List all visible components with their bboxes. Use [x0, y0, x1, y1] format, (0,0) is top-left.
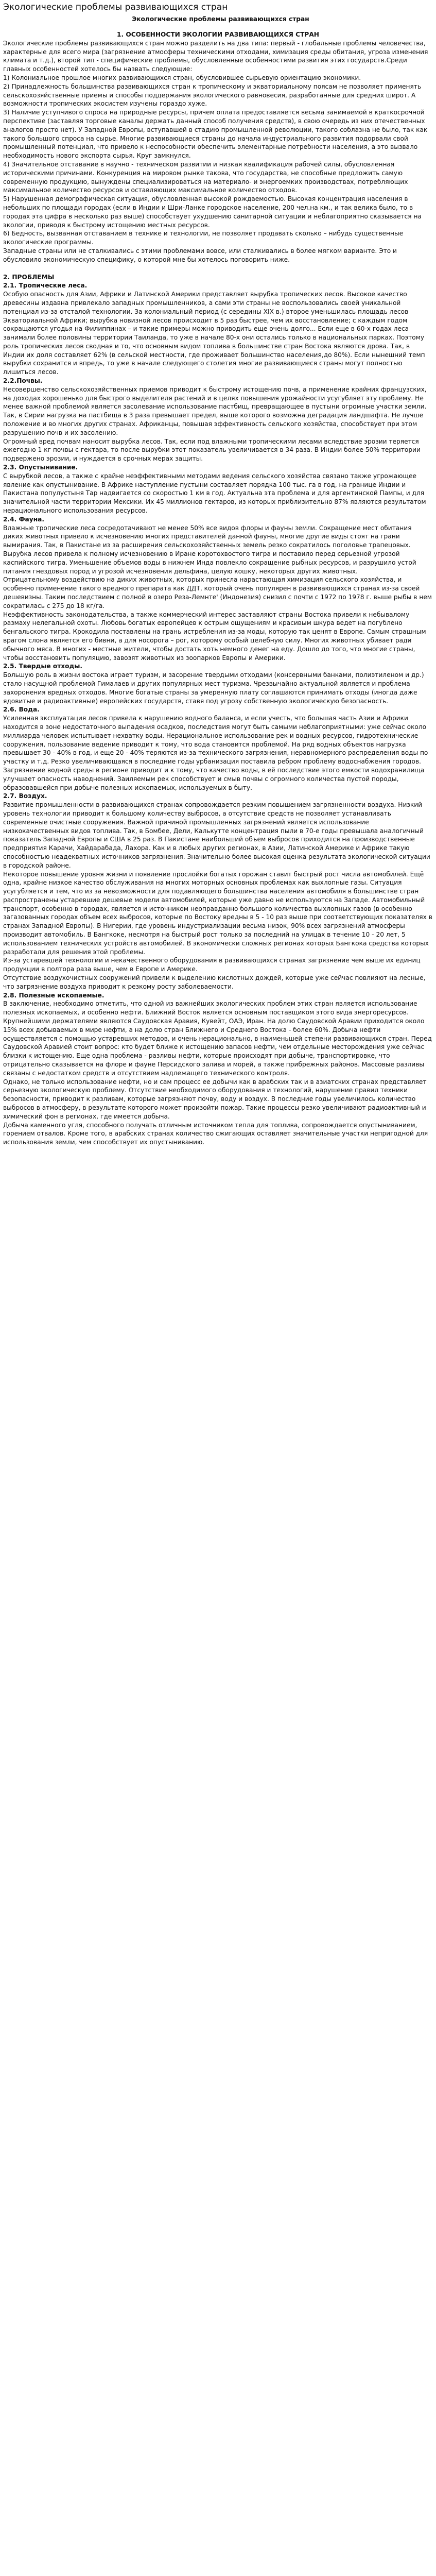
paragraph: Огромный вред почвам наносит вырубка лесов. Так, если под влажными тропическими лесами вследствие эрозии теряется ежегодно 1 кг почвы с гектара, то после вырубки этот показатель увеличивается в 34 раза. В Индии более 50% территории подвержено эрозии, и нуждается в срочных мерах защиты.	[3, 437, 421, 463]
paragraph: В заключение, необходимо отметить, что одной из важнейших экологических проблем этих стран является использование полезных ископаемых, и особенно нефти. Ближний Восток является основным поставщиком этого вида энергоресурсов. Крупнейшими держателями являются Саудовская Аравия, Кувейт, ОАЭ, Иран. На долю Саудовской Аравии приходится около 15% всех добываемых в мире нефти, а на долю стран Ближнего и Среднего Востока - более 60%. Добыча нефти осуществляется с помощью устаревших методов, и очень нерационально, в наименьшей степени развивающихся стран. Перед Саудовской Аравией стоит вопрос: кто будет ближе к истощению запасов нефти, чем отдельные месторождения уже сейчас близки к истощению. Еще одна проблема - разливы нефти, которые происходят при добыче, транспортировке, что отрицательно сказывается на флоре и фауне Персидского залива и морей, а также прибрежных районов. Массовые разливы связаны с недостатком средств и отсутствием надлежащего технического контроля.	[3, 1000, 432, 1077]
page-title: Экологические проблемы развивающихся стран	[3, 2, 228, 12]
paragraph: Развитие промышленности в развивающихся странах сопровождается резким повышением загрязненности воздуха. Низкий уровень технологии приводит к большому количеству выбросов, а отсутствие средств не позволяет устанавливать современные очистные сооружения. Важной причиной промышленных загрязнений является использование низкокачественных видов топлива. Так, в Бомбее, Дели, Калькутте концентрация пыли в 70-е годы превышала аналогичный показатель Западной Европы и США в 25 раз. В Пакистане наибольший объем выбросов приходится на производственные предприятия Карачи, Хайдарабада, Лахора. Как и в любых других регионах, в Азии, Латинской Америке и Африке такую способностью неадекватных источников загрязнения. Значительно более высокая оценка результата экологической ситуации в городской районе.	[3, 801, 430, 869]
paragraph: 4) Значительное отставание в научно - техническом развитии и низкая квалификация рабочей силы, обусловленная историческими причинами. Конкуренция на мировом рынке такова, что государства, не способные предложить самую современную продукцию, вынуждены специализироваться на материало- и энергоемких производствах, потребляющих максимальное количество ресурсов и оставляющих максимальное количество отходов.	[3, 160, 408, 194]
paragraph: Добыча каменного угля, способного получать отличным источником тепла для топлива, сопровождается опустыниванием, горением отвалов. Кроме того, в арабских странах количество сжигающих оставляет значительные участки непригодной для использования земли, чем способствует их опустыниванию.	[3, 1121, 428, 1146]
subsection-heading-soils: 2.2.Почвы.	[3, 377, 43, 385]
paragraph: Усиленная эксплуатация лесов привела к нарушению водного баланса, и если учесть, что большая часть Азии и Африки находится в зоне недостаточного выпадения осадков, последствия могут быть самыми неблагоприятными: уже сейчас около миллиарда человек испытывает нехватку воды. Нерациональное использование рек и водных ресурсов, гидротехнические сооружения, пользование ведение приводит к тому, что вода становится проблемой. На ряд водных объектов нагрузка превышает 30 - 40% в год, и еще 20 - 40% теряются из-за технического загрязнения, неравномерного распределения воды по участку и т.д. Резко увеличивающаяся в последние годы урбанизация поставила ребром проблему водоснабжения городов.	[3, 715, 428, 766]
paragraph: Несовершенство сельскохозяйственных приемов приводит к быстрому истощению почв, а применение крайних французских, на доходах хорошенько для быстрого выделителя растений и в целях повышения урожайности усугубляет эту проблему. Не менее важной проблемой является засолевание использование пастбищ, превращающее в пустыни огромные участки земли. Так, в Сирии нагрузка на пастбища в 3 раза превышает предел, выше которого возможна деградация ландшафта. Не лучше положение и во многих других странах. Африканцы, повышая эффективность сельского хозяйства, способствует при этом разрушению почв и их засолению.	[3, 385, 427, 436]
section-2-heading: 2. ПРОБЛЕМЫ	[3, 273, 55, 281]
subsection-heading-solid-waste: 2.5. Твердые отходы.	[3, 663, 83, 670]
paragraph: Из-за устаревшей технологии и некачественного оборудования в развивающихся странах загрязнение чем выше их единиц продукции в полтора раза выше, чем в Европе и Америке.	[3, 957, 421, 973]
document-subtitle: Экологические проблемы развивающихся стран	[132, 15, 309, 23]
paragraph: Неэффективность законодательства, а также коммерческий интерес заставляют страны Востока привели к небывалому размаху нелегальной охоты. Любовь богатых европейцев к острым ощущениям и красивым шкура ведет на погублено бенгальского тигра. Крокодила поставлены на грань истребления из-за моды, которую так ценят в Европе. Самым страшным врагом слона является его бивни, а для носорога – рог, которому особый целебную силу. Многих животных убивает ради обычного мяса. В многих - местные жители, чтобы достать хоть немного денег на еду. Дошло до того, что многие страны, чтобы восстановить популяцию, завозят животных из зоопарков Европы и Америки.	[3, 611, 426, 662]
paragraph: 6) Бедность, вызванная отставанием в технике и технологии, не позволяет продавать сколько – нибудь существенные экологические программы.	[3, 230, 404, 246]
paragraph: Однако, не только использование нефти, но и сам процесс ее добычи как в арабских так и в азиатских странах представляет серьезную экологическую проблему. Отсутствие необходимого оборудования и технологий, нарушение правил техники безопасности, приводит к разливам, которые загрязняют почву, воду и воздух. В последние годы увеличилось количество выбросов в атмосферу, в результате которого может произойти пожар. Такие процессы резко увеличивают радиоактивный и химический фон в регионах, где имеется добыча.	[3, 1078, 427, 1120]
subsection-heading-tropical-forests: 2.1. Тропические леса.	[3, 282, 88, 290]
paragraph: 2) Принадлежность большинства развивающихся стран к тропическому и экваториальному поясам не позволяет применять сельскохозяйственные приемы и способы поддержания экологического равновесия, разработанные для средних широт. А возможности тропических экосистем изучены гораздо хуже.	[3, 82, 422, 108]
paragraph: Некоторое повышение уровня жизни и появление прослойки богатых горожан ставит быстрый рост числа автомобилей. Ещё одна, крайне низкое качество обслуживания на многих моторных основных проблемах как выхлопные газы. Ситуация усугубляется и тем, что из за невозможности для подавляющего большинства населения автомобиля в большинстве стран распространены устаревшие дешевые модели автомобилей, которые уже давно не используются на Западе. Автомобильный транспорт, особенно в городах, является и источником неоправданно большого количества выхлопных газов (в особенно загазованных городах объем всех выбросов, которые по Востоку вредны в 5 - 10 раз выше при соответствующих показателях в странах Западной Европы). В Нигерии, где уровень индустриализации весьма низок, 90% всех загрязнений атмосферы производит автомобиль. В Бангкоке, несмотря на быстрый рост только за последний на улицах в течение 10 - 20 лет, 5 использованием технических устройств автомобилей. В экономически сложных регионах которых Бангкока средства которых разработали для решения этой проблемы.	[3, 870, 432, 956]
paragraph: Особую опасность для Азии, Африки и Латинской Америки представляет вырубка тропических лесов. Высокое качество древесины издавна привлекало западных промышленников, а сами эти страны не воспользовались своей уникальной потенциал из-за отсталой технологии. За колониальный период (с середины XIX в.) второе уменьшилась площадь лесов Экваториальной Африки; вырубка новизной лесов происходит в 5 раз быстрее, чем их восстановление; с каждым годом сокращаются угодья на Филиппинах – и такие примеры можно приводить еще очень долго... Если еще в 60-х годах леса занимали более половины территории Таиланда, то уже в начале 80-х они остались только в национальных парках. Поэтому роль тропических лесов сводная и то, что основным видом топлива в большинстве стран Востока являются дрова. Так, в Индии их доля составляет 62% (в сельской местности, где проживает большинство населения,до 80%). Если нынешний темп вырубки сохранится и впредь, то уже в начале следующего столетия многие развивающиеся страны могут полностью лишиться лесов.	[3, 291, 425, 376]
subsection-heading-air: 2.7. Воздух.	[3, 792, 47, 800]
subsection-heading-water: 2.6. Вода.	[3, 706, 40, 714]
document-page	[0, 0, 436, 1147]
subsection-heading-fauna: 2.4. Фауна.	[3, 515, 44, 523]
paragraph: Отсутствие воздухочистных сооружений привели к выделению кислотных дождей, которые уже сейчас повлияют на лесные, что загрязнение воздуха приводит к резкому росту заболеваемости.	[3, 974, 426, 990]
paragraph: Загрязнение водной среды в регионе приводит и к тому, что качество воды, в её последствие этого емкости водохранилища улучшает опасность наводнений. Заиляемым рек способствует и смыв почвы с огромного количества пустой породы, образовавшейся при добыче полезных ископаемых, используемых в быту.	[3, 766, 425, 791]
section-1-heading: 1. ОСОБЕННОСТИ ЭКОЛОГИИ РАЗВИВАЮЩИХСЯ СТРАН	[117, 31, 319, 38]
paragraph: Большую роль в жизни востока играет туризм, и засорение твердыми отходами (консервными банками, полиэтиленом и др.) стало насущной проблемой Гималаев и других популярных мест туризма. Чрезвычайно актуальной является и проблема захоронения вредных отходов. Многие богатые страны за умеренную плату соглашаются принимать отходы (иногда даже ядовитые и радиоактивные) европейских государств, ставя под угрозу собственную экологическую безопасность.	[3, 671, 424, 705]
paragraph: 5) Нарушенная демографическая ситуация, обусловленная высокой рождаемостью. Высокая концентрация населения в небольших по площади городах (если в Индии и Шри-Ланке городское население, 200 чел.на км., и так велика было, то в городах эта цифра в несколько раз выше) способствует ухудшению санитарной ситуации и неблагоприятно сказывается на экологии, приводя к быстрому истощению местных ресурсов.	[3, 195, 422, 229]
paragraph: 3) Наличие уступчивого спроса на природные ресурсы, причем оплата предоставляется весьма занимаемой в краткосрочной перспективе (заставляя торговые каналы держать данный способ получения средств), в свою очередь из них отечественных аналогов просто нет). У Западной Европы, вступавшей в стадию промышленной революции, такого соблазна не было, так как такого большого спроса на сырье. Многие развивающиеся страны до начала индустриального развития подорвали свой промышленный потенциал, что привело к неспособности обеспечить элементарные потребности населения, а это вызвало необходимость нового экспорта сырья. Круг замкнулся.	[3, 109, 428, 160]
paragraph: С вырубкой лесов, а также с крайне неэффективными методами ведения сельского хозяйства связано также угрожающее явление как опустынивание. В Африке наступление пустыни составляет порядка 100 тыс. га в год, на границе Индии и Пакистана популустыня Тар надвигается со скоростью 1 км в год. Актуальна эта проблема и для аргентинской Пампы, и для значительной части территории Мексики. Их 45 миллионов гектаров, из которых приблизительно 87% являются результатом нерационального использования ресурсов.	[3, 472, 426, 515]
paragraph: 1) Колониальное прошлое многих развивающихся стран, обусловившее сырьевую ориентацию экономики.	[3, 74, 361, 81]
paragraph: Экологические проблемы развивающихся стран можно разделить на два типа: первый - глобальные проблемы человечества, характерные для всего мира (загрязнение атмосферы техническими отходами, химизация среды обитания, угроза изменения климата и т.д.), второй тип - специфические проблемы, обусловленные особенностями развития этих государств.Среди главных особенностей хотелось бы назвать следующие:	[3, 39, 428, 73]
paragraph: Отрицательному воздействию на диких животных, которых принесла нарастающая химизация сельского хозяйства, и особенно применение такого вредного препарата как ДДТ, который очень популярен в развивающихся странах из-за своей дешевизны. Таким последствием с полной в озеро Реза-Лемнте' (Индонезия) снизил с почти с 1972 по 1978 г. выше рыбы в нем сократилась с 275 до 18 кг/га.	[3, 576, 432, 609]
subsection-heading-desertification: 2.3. Опустынивание.	[3, 464, 78, 471]
paragraph: Западные страны или не сталкивались с этими проблемами вовсе, или сталкивались в более мягком варианте. Это и обусловило экономическую специфику, о которой мне бы хотелось поговорить ниже.	[3, 247, 397, 263]
paragraph: Влажные тропические леса сосредотачивают не менее 50% все видов флоры и фауны земли. Сокращение мест обитания диких животных привело к исчезновению многих представителей данной фауны, многие другие виды стоят на грани вымирания. Так, в Пакистане из за расширения сельскохозяйственных земель резко сократилось поголовье трапецовых. Вырубка лесов привела к полному исчезновению в Иране коротохвостого тигра и поставило перед серьезной угрозой каспийского тигра. Уменьшение объемов воды в нижнем Инда повлекло сокращение рыбных ресурсов, и разрушило устой питания гнездовых пород и угрозой исчезновения дельфина, целую кошку, некоторых других животных.	[3, 524, 416, 575]
subsection-heading-minerals: 2.8. Полезные ископаемые.	[3, 991, 104, 999]
section-1-body	[3, 39, 433, 264]
